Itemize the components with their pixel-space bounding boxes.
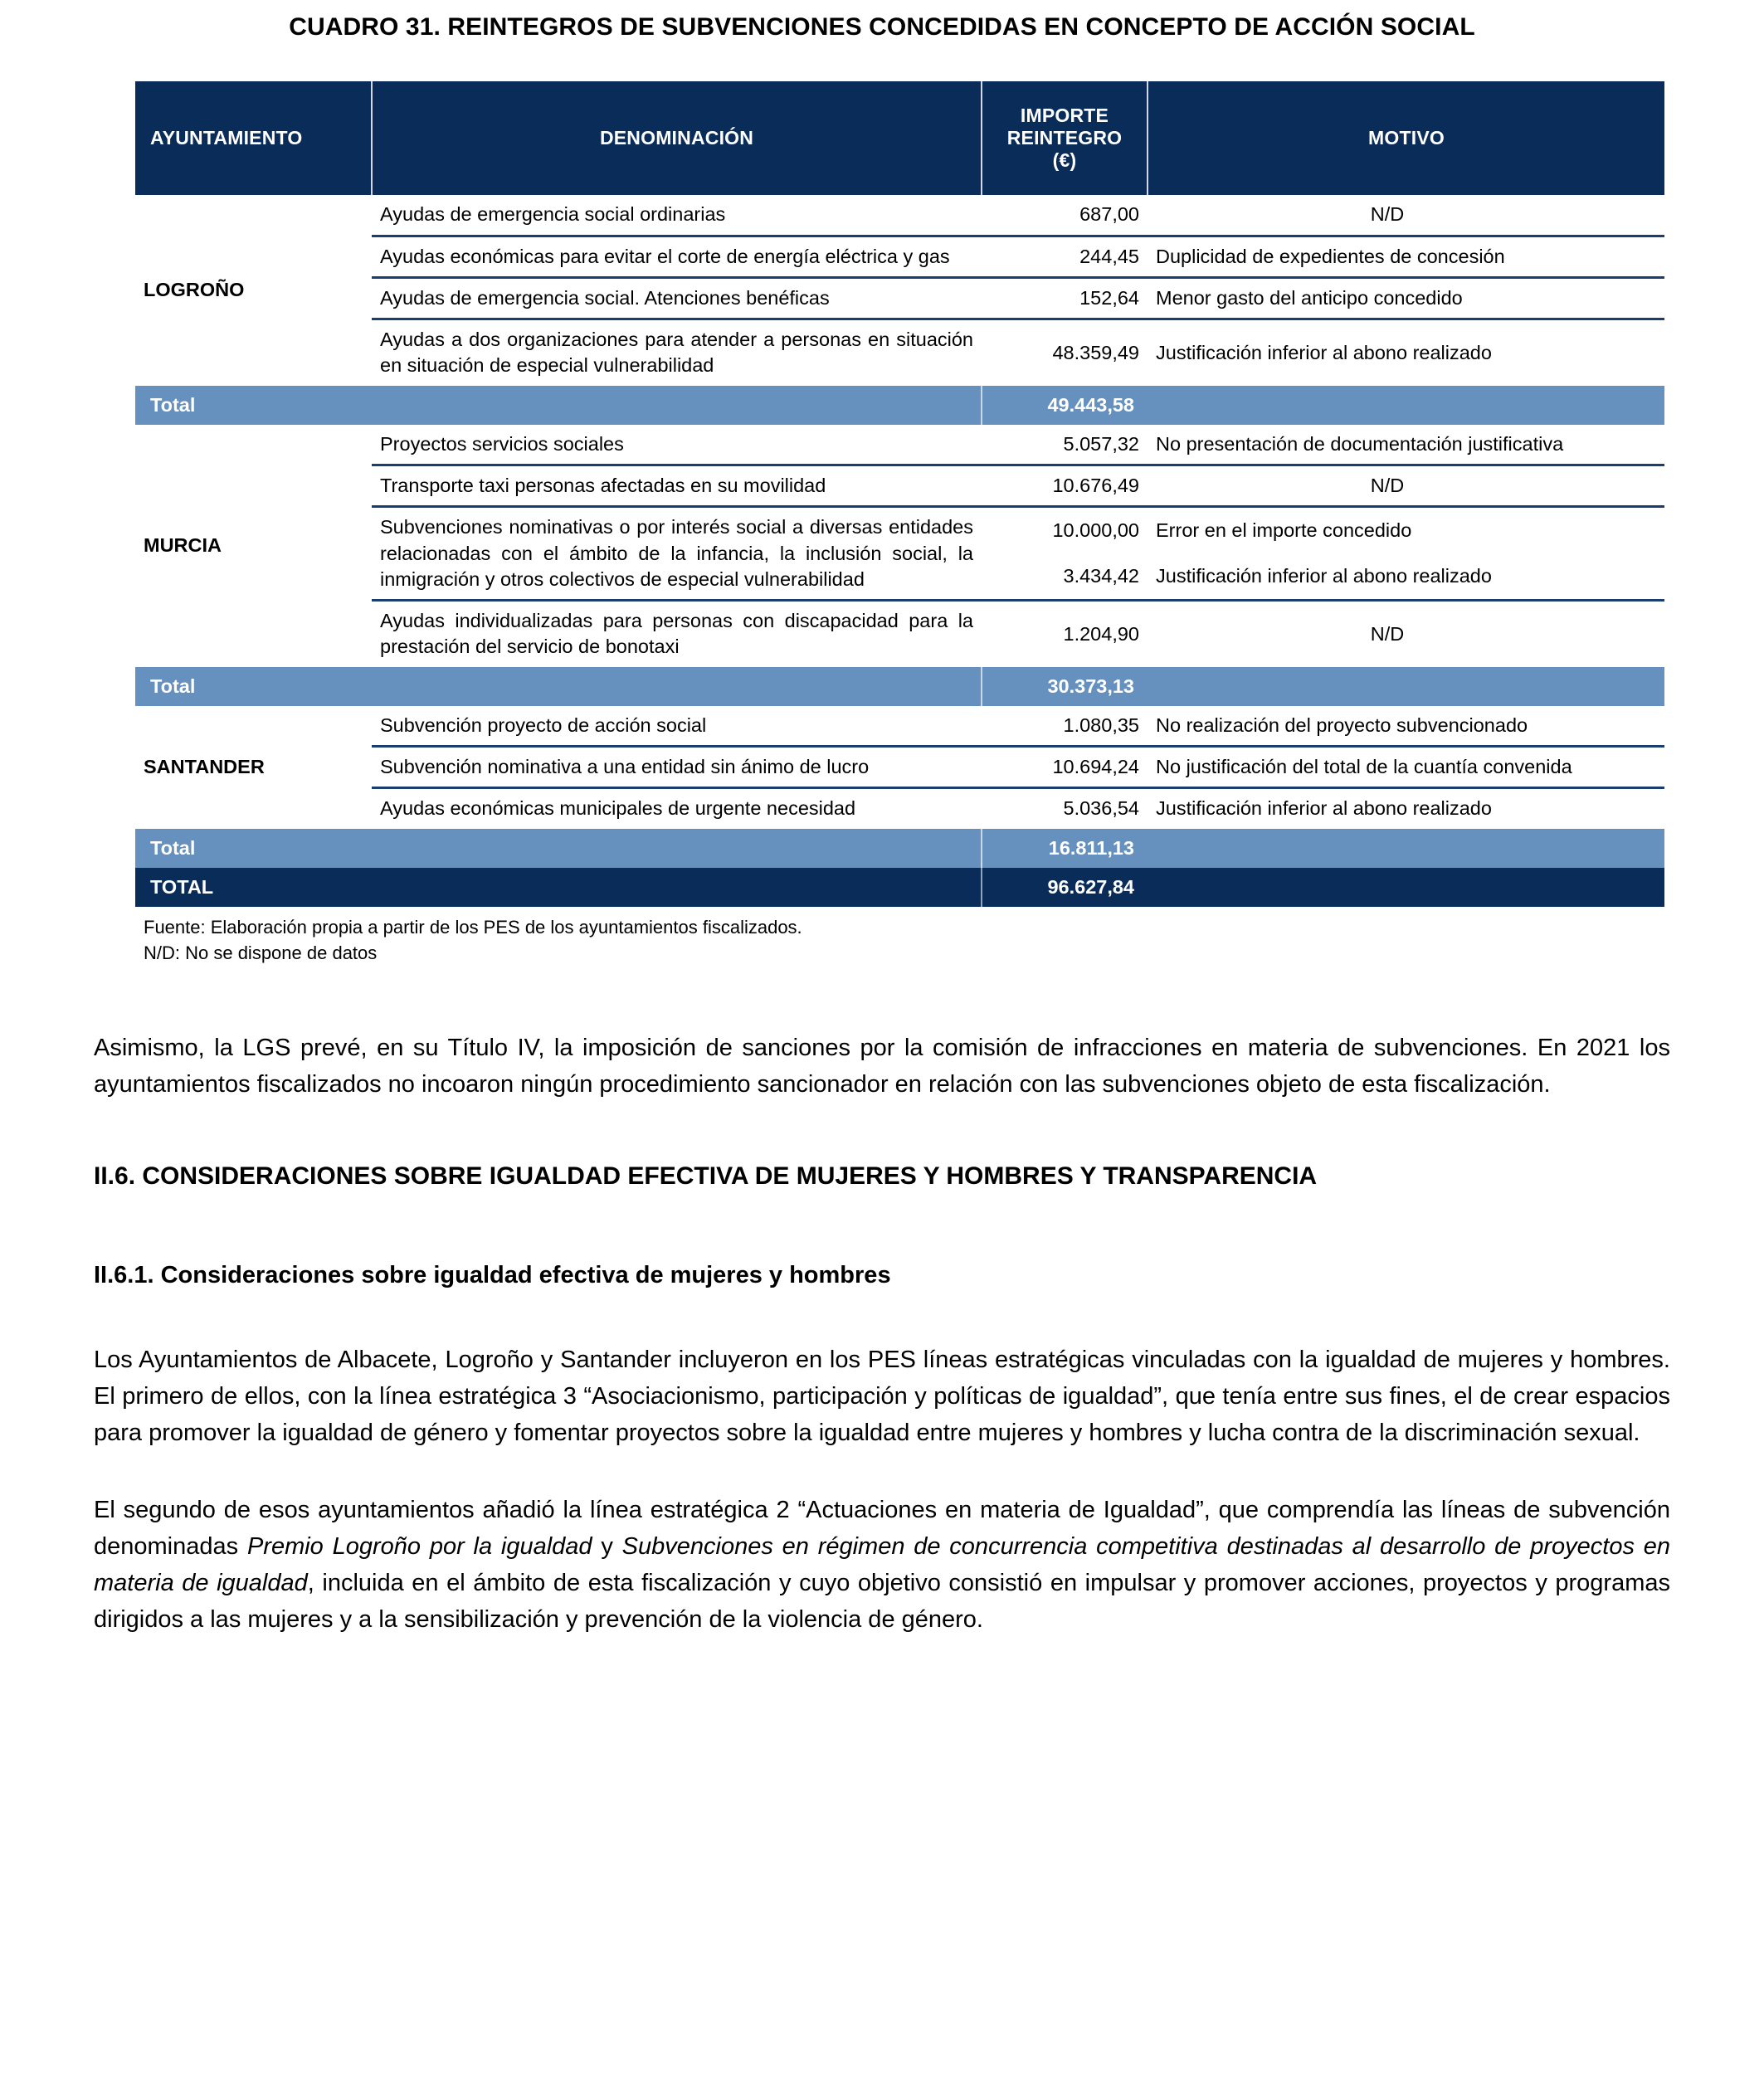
cell-importe: 48.359,49 xyxy=(982,319,1148,386)
paragraph-igualdad-1: Los Ayuntamientos de Albacete, Logroño y Santander incluyeron en los PES líneas estratégicas vinculadas con la igualdad de mujeres y hombres. El primero de ellos, con la línea estratégica 3 “Asociacionismo, participación y políticas de igualdad”, que tenía entre sus fines, el de crear espacios para promover la igualdad de género y fomentar proyectos sobre la igualdad entre mujeres y hombres y lucha contra de la discriminación sexual. xyxy=(94,1347,1670,1447)
cell-motivo: No realización del proyecto subvencionado xyxy=(1156,714,1528,736)
cell-motivo: Error en el importe concedido xyxy=(1148,507,1664,553)
cell-denominacion: Ayudas de emergencia social. Atenciones benéficas xyxy=(372,277,982,319)
column-header-ayuntamiento: AYUNTAMIENTO xyxy=(135,81,372,195)
total-label: Total xyxy=(135,386,982,425)
header-row xyxy=(135,81,1664,195)
cell-ayuntamiento: MURCIA xyxy=(144,534,222,557)
cell-motivo: N/D xyxy=(1370,203,1405,226)
para2-italic-subvenciones: Subvenciones en régimen de concurrencia competitiva destinadas al desarrollo de proyectos en materia de igualdad xyxy=(94,1532,1671,1596)
cell-motivo: Menor gasto del anticipo concedido xyxy=(1148,277,1664,319)
table-header xyxy=(135,81,1664,195)
cell-denominacion: Ayudas económicas municipales de urgente necesidad xyxy=(372,788,982,829)
spacer xyxy=(94,1195,1670,1258)
total-amount: 30.373,13 xyxy=(982,667,1148,706)
cell-denominacion: Subvención nominativa a una entidad sin ánimo de lucro xyxy=(372,747,982,788)
total-blank-cell xyxy=(1148,667,1664,706)
cell-denominacion: Proyectos servicios sociales xyxy=(380,432,624,455)
page-content xyxy=(94,0,1670,1638)
cell-motivo: Justificación inferior al abono realizado xyxy=(1148,788,1664,829)
cell-importe: 1.080,35 xyxy=(1063,714,1139,736)
spacer xyxy=(94,1452,1670,1492)
cell-importe: 244,45 xyxy=(982,236,1148,277)
total-blank-cell xyxy=(1148,386,1664,425)
total-label: Total xyxy=(135,667,982,706)
cell-importe: 10.000,00 xyxy=(982,507,1148,553)
grand-total-row xyxy=(135,868,1664,907)
cell-importe: 5.057,32 xyxy=(1063,432,1139,455)
paragraph-sanciones: Asimismo, la LGS prevé, en su Título IV, la imposición de sanciones por la comisión de infracciones en materia de subvenciones. En 2021 los ayuntamientos fiscalizados no incoaron ningún procedimiento sancionador en relación con las subvenciones objeto de esta fiscalización. xyxy=(94,1034,1670,1098)
group-total-row xyxy=(135,829,1664,868)
cell-importe: 3.434,42 xyxy=(1063,565,1139,587)
cell-ayuntamiento: SANTANDER xyxy=(144,756,265,778)
importe-line-2: REINTEGRO xyxy=(1006,127,1123,149)
cell-denominacion: Ayudas a dos organizaciones para atender a personas en situación en situación de especial vulnerabilidad xyxy=(372,319,982,386)
cell-denominacion: Transporte taxi personas afectadas en su movilidad xyxy=(372,465,982,507)
note-nd: N/D: No se dispone de datos xyxy=(144,943,378,964)
para2-italic-premio: Premio Logroño por la igualdad xyxy=(246,1532,592,1560)
cell-motivo: Justificación inferior al abono realizado xyxy=(1148,319,1664,386)
grand-total-blank-cell xyxy=(1148,868,1664,907)
spacer xyxy=(94,1103,1670,1157)
cell-motivo: N/D xyxy=(1148,465,1664,507)
spacer xyxy=(94,967,1670,1030)
table-row xyxy=(135,706,1664,747)
importe-line-1: IMPORTE xyxy=(1020,105,1109,127)
cell-denominacion: Ayudas económicas para evitar el corte de energía eléctrica y gas xyxy=(372,236,982,277)
cell-motivo: No presentación de documentación justificativa xyxy=(1156,432,1564,455)
cell-importe: 5.036,54 xyxy=(982,788,1148,829)
para2-part3: , incluida en el ámbito de esta fiscalización y cuyo objetivo consistió en impulsar y promover acciones, proyectos y programas dirigidos a las mujeres y a la sensibilización y prevención de la violencia de género. xyxy=(94,1569,1670,1633)
note-fuente: Fuente: Elaboración propia a partir de los PES de los ayuntamientos fiscalizados. xyxy=(144,917,802,938)
cell-importe: 1.204,90 xyxy=(982,601,1148,667)
total-label: Total xyxy=(135,829,982,868)
importe-line-3: (€) xyxy=(1052,149,1077,172)
subsection-heading-ii61: II.6.1. Consideraciones sobre igualdad efectiva de mujeres y hombres xyxy=(94,1261,891,1288)
grand-total-amount: 96.627,84 xyxy=(982,868,1148,907)
total-amount: 49.443,58 xyxy=(982,386,1148,425)
table-title: CUADRO 31. REINTEGROS DE SUBVENCIONES CONCEDIDAS EN CONCEPTO DE ACCIÓN SOCIAL xyxy=(289,13,1475,41)
cell-importe: 152,64 xyxy=(982,277,1148,319)
grand-total-label: TOTAL xyxy=(135,868,982,907)
paragraph-igualdad-2 xyxy=(94,1492,1670,1638)
cell-denominacion: Subvención proyecto de acción social xyxy=(380,714,707,736)
para2-part1: El segundo de esos ayuntamientos añadió la línea estratégica 2 “Actuaciones en materia de Igualdad”, que comprendía las líneas de subvención denominadas xyxy=(94,1496,1670,1560)
cuadro-31-table xyxy=(135,81,1664,907)
cell-ayuntamiento: LOGROÑO xyxy=(144,279,245,301)
para2-part2: y xyxy=(592,1532,622,1560)
section-heading-ii6: II.6. CONSIDERACIONES SOBRE IGUALDAD EFECTIVA DE MUJERES Y HOMBRES Y TRANSPARENCIA xyxy=(94,1162,1318,1190)
cell-motivo: Duplicidad de expedientes de concesión xyxy=(1148,236,1664,277)
cell-denominacion: Subvenciones nominativas o por interés social a diversas entidades relacionadas con el ámbito de la infancia, la inclusión social, la inmigración y otros colectivos de especial vulnerabilidad xyxy=(372,507,982,601)
cell-importe: 10.694,24 xyxy=(982,747,1148,788)
cell-motivo: Justificación inferior al abono realizado xyxy=(1156,565,1492,587)
cell-motivo: No justificación del total de la cuantía convenida xyxy=(1148,747,1664,788)
table-body xyxy=(135,195,1664,907)
table-row xyxy=(135,195,1664,236)
column-header-motivo: MOTIVO xyxy=(1148,81,1664,195)
cell-importe: 687,00 xyxy=(1079,203,1139,226)
cell-denominacion: Ayudas de emergencia social ordinarias xyxy=(380,203,726,226)
column-header-importe-reintegro xyxy=(982,81,1148,195)
spacer xyxy=(94,1293,1670,1342)
cell-denominacion: Ayudas individualizadas para personas con discapacidad para la prestación del servicio de bonotaxi xyxy=(372,601,982,667)
total-amount: 16.811,13 xyxy=(982,829,1148,868)
group-total-row xyxy=(135,386,1664,425)
cell-importe: 10.676,49 xyxy=(982,465,1148,507)
cuadro-31-table-wrapper xyxy=(135,81,1664,907)
table-row xyxy=(135,425,1664,465)
table-notes xyxy=(144,914,1670,966)
group-total-row xyxy=(135,667,1664,706)
column-header-denominacion: DENOMINACIÓN xyxy=(372,81,982,195)
cell-motivo: N/D xyxy=(1148,601,1664,667)
total-blank-cell xyxy=(1148,829,1664,868)
